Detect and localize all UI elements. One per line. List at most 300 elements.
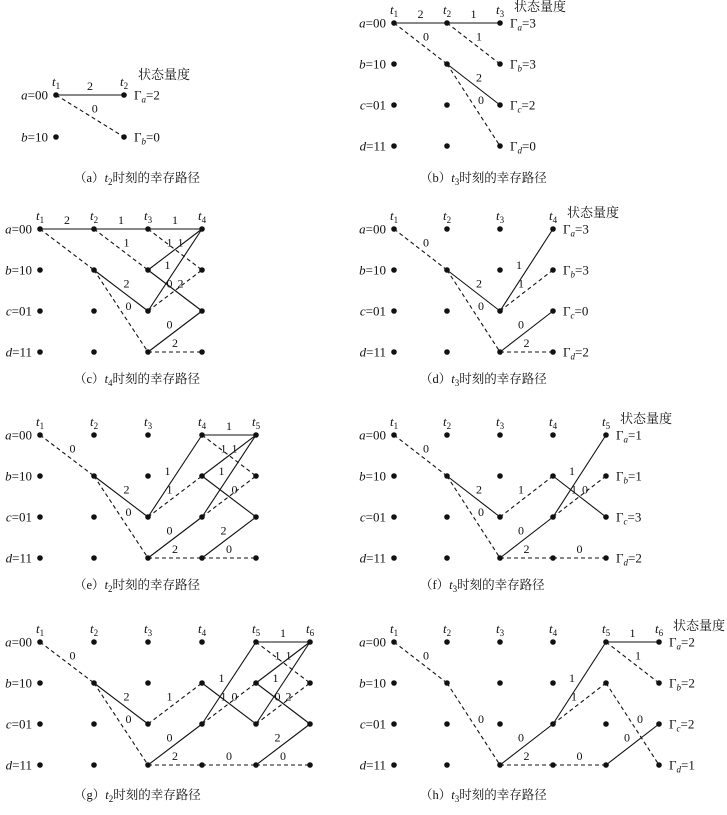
branch-weight: 2 bbox=[523, 336, 530, 350]
trellis-node bbox=[199, 308, 205, 314]
branch-weight: 2 bbox=[123, 689, 130, 704]
trellis-node bbox=[37, 308, 43, 314]
trellis-node bbox=[307, 639, 313, 645]
branch-dashed bbox=[94, 476, 148, 558]
branch-solid bbox=[606, 724, 659, 765]
trellis-node bbox=[497, 308, 503, 314]
branch-solid bbox=[447, 64, 500, 108]
trellis-node bbox=[145, 639, 151, 645]
trellis-node bbox=[497, 762, 503, 768]
state-label-b: b=10 bbox=[5, 262, 32, 278]
state-label-a: a=00 bbox=[359, 634, 386, 650]
time-label-t3: $t_3$ bbox=[144, 208, 153, 225]
branch-weight: 1 bbox=[226, 419, 232, 433]
trellis-node bbox=[444, 226, 450, 232]
branch-weight: 0 bbox=[280, 749, 286, 763]
state-label-b: b=10 bbox=[5, 675, 32, 691]
branch-solid bbox=[94, 683, 148, 727]
trellis-node bbox=[37, 432, 43, 438]
time-label-t1: $t_1$ bbox=[390, 2, 399, 19]
branch-weight: 0 bbox=[226, 749, 232, 763]
state-label-a: a=00 bbox=[359, 427, 386, 443]
path-metric-b: $\Gamma_b=3$ bbox=[563, 262, 589, 280]
branch-weight: 0 bbox=[274, 689, 281, 704]
trellis-node bbox=[444, 762, 450, 768]
trellis-node bbox=[391, 721, 397, 727]
trellis-node bbox=[444, 308, 450, 314]
branch-dashed bbox=[56, 95, 124, 137]
trellis-node bbox=[145, 514, 151, 520]
trellis-node bbox=[37, 762, 43, 768]
time-label-t4: $t_4$ bbox=[198, 414, 207, 431]
state-label-d: d=11 bbox=[5, 344, 32, 360]
branch-weight: 0 bbox=[91, 101, 98, 116]
trellis-node bbox=[91, 721, 97, 727]
state-label-b: b=10 bbox=[359, 262, 386, 278]
branch-weight: 1 bbox=[231, 441, 238, 456]
branch-weight: 1 bbox=[570, 482, 577, 497]
panel-g bbox=[5, 621, 314, 804]
branch-solid bbox=[447, 270, 500, 314]
trellis-node bbox=[391, 349, 397, 355]
time-label-t5: $t_5$ bbox=[252, 621, 261, 638]
branch-weight: 1 bbox=[629, 626, 636, 640]
time-label-t2: $t_2$ bbox=[120, 74, 129, 91]
trellis-node bbox=[391, 226, 397, 232]
branch-solid bbox=[94, 270, 148, 314]
panel-caption: $(d)t_3$时刻的幸存路径 bbox=[420, 372, 547, 388]
path-metric-b: $\Gamma_b=0$ bbox=[134, 129, 160, 147]
trellis-node bbox=[444, 143, 450, 149]
trellis-node bbox=[37, 267, 43, 273]
trellis-node bbox=[391, 143, 397, 149]
trellis-node bbox=[444, 432, 450, 438]
path-metric-d: $\Gamma_d=1$ bbox=[669, 757, 695, 775]
branch-weight: 0 bbox=[423, 235, 430, 250]
trellis-node bbox=[91, 762, 97, 768]
state-label-c: c=01 bbox=[5, 509, 32, 525]
state-label-b: b=10 bbox=[359, 468, 386, 484]
trellis-node bbox=[53, 134, 59, 140]
panel-caption: $(b)t_3$时刻的幸存路径 bbox=[420, 171, 547, 187]
trellis-node bbox=[550, 349, 556, 355]
trellis-node bbox=[603, 432, 609, 438]
trellis-node bbox=[199, 349, 205, 355]
trellis-node bbox=[391, 639, 397, 645]
branch-weight: 1 bbox=[123, 235, 130, 250]
trellis-node bbox=[603, 762, 609, 768]
branch-weight: 0 bbox=[423, 648, 430, 663]
branch-dashed bbox=[40, 435, 94, 476]
branch-dashed bbox=[500, 270, 553, 311]
branch-weight: 0 bbox=[166, 276, 173, 291]
branch-weight: 1 bbox=[517, 482, 524, 497]
trellis-node bbox=[91, 349, 97, 355]
trellis-node bbox=[307, 721, 313, 727]
path-metric-a: $\Gamma_a=2$ bbox=[669, 634, 695, 652]
branch-solid bbox=[500, 229, 553, 311]
state-metric-header: 状态量度 bbox=[620, 411, 673, 426]
trellis-node bbox=[91, 680, 97, 686]
time-label-t1: $t_1$ bbox=[390, 621, 399, 638]
panel-caption: $(g)t_2$时刻的幸存路径 bbox=[74, 788, 201, 804]
panel-caption: $(a)t_2$时刻的幸存路径 bbox=[74, 171, 201, 187]
time-label-t1: $t_1$ bbox=[52, 74, 61, 91]
state-metric-header: 状态量度 bbox=[567, 205, 620, 220]
branch-weight: 0 bbox=[226, 542, 232, 556]
branch-weight: 1 bbox=[166, 235, 173, 250]
branch-weight: 0 bbox=[478, 712, 485, 727]
trellis-node bbox=[199, 680, 205, 686]
trellis-node bbox=[550, 267, 556, 273]
state-label-c: c=01 bbox=[5, 716, 32, 732]
branch-weight: 1 bbox=[118, 213, 124, 227]
state-label-b: b=10 bbox=[359, 675, 386, 691]
branch-weight: 0 bbox=[478, 505, 485, 520]
branch-weight: 1 bbox=[220, 689, 227, 704]
branch-weight: 1 bbox=[515, 258, 522, 273]
branch-weight: 2 bbox=[476, 70, 483, 85]
panel-e bbox=[5, 414, 260, 594]
branch-weight: 0 bbox=[423, 441, 430, 456]
trellis-node bbox=[145, 349, 151, 355]
branch-weight: 2 bbox=[87, 79, 93, 93]
time-label-t4: $t_4$ bbox=[549, 208, 558, 225]
branch-weight: 1 bbox=[164, 258, 171, 273]
trellis-node bbox=[37, 639, 43, 645]
state-label-c: c=01 bbox=[359, 509, 386, 525]
time-label-t1: $t_1$ bbox=[36, 621, 45, 638]
branch-dashed bbox=[148, 476, 202, 517]
time-label-t3: $t_3$ bbox=[496, 208, 505, 225]
branch-dashed bbox=[40, 642, 94, 683]
trellis-node bbox=[444, 102, 450, 108]
branch-weight: 1 bbox=[177, 235, 184, 250]
trellis-node bbox=[199, 432, 205, 438]
branch-weight: 0 bbox=[231, 482, 238, 497]
time-label-t4: $t_4$ bbox=[549, 621, 558, 638]
branch-weight: 2 bbox=[172, 542, 178, 556]
branch-weight: 1 bbox=[272, 671, 279, 686]
trellis-node bbox=[91, 555, 97, 561]
trellis-node bbox=[145, 308, 151, 314]
state-label-d: d=11 bbox=[359, 138, 386, 154]
branch-weight: 0 bbox=[637, 712, 644, 727]
trellis-node bbox=[91, 432, 97, 438]
branch-solid bbox=[256, 642, 310, 724]
panel-caption: $(c)t_4$时刻的幸存路径 bbox=[74, 372, 201, 388]
trellis-node bbox=[145, 555, 151, 561]
trellis-node bbox=[121, 134, 127, 140]
branch-weight: 1 bbox=[220, 441, 227, 456]
trellis-node bbox=[37, 226, 43, 232]
trellis-node bbox=[550, 514, 556, 520]
branch-weight: 1 bbox=[635, 648, 642, 663]
branch-weight: 1 bbox=[218, 671, 225, 686]
trellis-node bbox=[145, 432, 151, 438]
branch-solid bbox=[202, 435, 256, 517]
branch-dashed bbox=[447, 476, 500, 558]
branch-weight: 2 bbox=[476, 276, 483, 291]
branch-dashed bbox=[606, 683, 659, 765]
state-label-a: a=00 bbox=[5, 634, 32, 650]
trellis-node bbox=[145, 762, 151, 768]
path-metric-a: $\Gamma_a=3$ bbox=[563, 221, 589, 239]
state-label-a: a=00 bbox=[5, 221, 32, 237]
trellis-node bbox=[391, 102, 397, 108]
branch-dashed bbox=[606, 642, 659, 683]
branch-weight: 2 bbox=[285, 689, 292, 704]
time-label-t5: $t_5$ bbox=[602, 621, 611, 638]
time-label-t3: $t_3$ bbox=[496, 621, 505, 638]
branch-weight: 0 bbox=[517, 730, 524, 745]
trellis-node bbox=[391, 432, 397, 438]
trellis-node bbox=[656, 680, 662, 686]
time-label-t2: $t_2$ bbox=[443, 621, 452, 638]
trellis-node bbox=[656, 639, 662, 645]
trellis-node bbox=[91, 267, 97, 273]
trellis-node bbox=[37, 680, 43, 686]
branch-weight: 0 bbox=[423, 29, 430, 44]
trellis-node bbox=[37, 514, 43, 520]
branch-weight: 2 bbox=[172, 336, 178, 350]
branch-dashed bbox=[94, 270, 148, 352]
path-metric-c: $\Gamma_c=3$ bbox=[616, 509, 642, 527]
trellis-node bbox=[145, 680, 151, 686]
trellis-node bbox=[391, 680, 397, 686]
branch-dashed bbox=[394, 229, 447, 270]
branch-weight: 2 bbox=[476, 482, 483, 497]
time-label-t3: $t_3$ bbox=[496, 2, 505, 19]
time-label-t2: $t_2$ bbox=[443, 2, 452, 19]
branch-weight: 1 bbox=[166, 689, 173, 704]
panel-c bbox=[5, 208, 206, 388]
trellis-node bbox=[497, 267, 503, 273]
state-metric-header: 状态量度 bbox=[673, 618, 726, 633]
path-metric-a: $\Gamma_a=2$ bbox=[134, 87, 160, 105]
trellis-node bbox=[91, 473, 97, 479]
branch-weight: 1 bbox=[274, 648, 281, 663]
time-label-t4: $t_4$ bbox=[198, 621, 207, 638]
trellis-node bbox=[91, 226, 97, 232]
trellis-node bbox=[603, 680, 609, 686]
trellis-node bbox=[253, 555, 259, 561]
state-label-a: a=00 bbox=[5, 427, 32, 443]
trellis-node bbox=[199, 473, 205, 479]
trellis-node bbox=[550, 639, 556, 645]
branch-solid bbox=[202, 642, 256, 724]
panel-caption: $(f)t_3$时刻的幸存路径 bbox=[420, 578, 545, 594]
branch-weight: 2 bbox=[123, 482, 130, 497]
branch-weight: 0 bbox=[517, 317, 524, 332]
trellis-node bbox=[199, 721, 205, 727]
branch-dashed bbox=[394, 435, 447, 476]
trellis-node bbox=[391, 308, 397, 314]
branch-weight: 1 bbox=[476, 29, 483, 44]
branch-solid bbox=[447, 476, 500, 520]
trellis-node bbox=[391, 267, 397, 273]
time-label-t5: $t_5$ bbox=[252, 414, 261, 431]
branch-weight: 2 bbox=[177, 276, 184, 291]
branch-weight: 0 bbox=[125, 299, 132, 314]
trellis-node bbox=[53, 92, 59, 98]
branch-solid bbox=[148, 229, 202, 311]
time-label-t2: $t_2$ bbox=[90, 621, 99, 638]
trellis-node bbox=[497, 639, 503, 645]
branch-weight: 1 bbox=[470, 7, 477, 21]
branch-weight: 0 bbox=[125, 505, 132, 520]
trellis-node bbox=[603, 514, 609, 520]
state-label-a: a=00 bbox=[359, 15, 386, 31]
trellis-node bbox=[145, 721, 151, 727]
trellis-node bbox=[444, 349, 450, 355]
branch-weight: 2 bbox=[220, 523, 227, 538]
state-metric-header: 状态量度 bbox=[138, 67, 191, 82]
branch-weight: 1 bbox=[517, 276, 524, 291]
trellis-node bbox=[307, 680, 313, 686]
time-label-t6: $t_6$ bbox=[655, 621, 664, 638]
branch-weight: 0 bbox=[166, 317, 173, 332]
trellis-node bbox=[253, 432, 259, 438]
trellis-node bbox=[550, 473, 556, 479]
trellis-node bbox=[497, 432, 503, 438]
branch-dashed bbox=[553, 683, 606, 724]
path-metric-c: $\Gamma_c=0$ bbox=[563, 303, 589, 321]
trellis-node bbox=[91, 639, 97, 645]
trellis-node bbox=[199, 639, 205, 645]
trellis-node bbox=[444, 61, 450, 67]
branch-solid bbox=[148, 435, 202, 517]
branch-weight: 0 bbox=[576, 542, 583, 556]
branch-weight: 2 bbox=[274, 730, 281, 745]
trellis-node bbox=[550, 226, 556, 232]
state-metric-header: 状态量度 bbox=[514, 0, 567, 14]
trellis-node bbox=[253, 721, 259, 727]
trellis-node bbox=[391, 514, 397, 520]
time-label-t4: $t_4$ bbox=[198, 208, 207, 225]
branch-dashed bbox=[447, 64, 500, 146]
branch-weight: 1 bbox=[570, 689, 577, 704]
trellis-node bbox=[145, 473, 151, 479]
state-label-d: d=11 bbox=[5, 757, 32, 773]
path-metric-c: $\Gamma_c=2$ bbox=[669, 716, 695, 734]
trellis-node bbox=[497, 226, 503, 232]
trellis-node bbox=[497, 680, 503, 686]
time-label-t4: $t_4$ bbox=[549, 414, 558, 431]
time-label-t2: $t_2$ bbox=[443, 208, 452, 225]
trellis-node bbox=[603, 721, 609, 727]
trellis-node bbox=[497, 349, 503, 355]
trellis-node bbox=[91, 308, 97, 314]
trellis-node bbox=[37, 349, 43, 355]
branch-weight: 0 bbox=[582, 482, 589, 497]
trellis-node bbox=[391, 61, 397, 67]
time-label-t1: $t_1$ bbox=[390, 208, 399, 225]
trellis-node bbox=[444, 721, 450, 727]
trellis-node bbox=[253, 639, 259, 645]
trellis-node bbox=[253, 680, 259, 686]
path-metric-a: $\Gamma_a=1$ bbox=[616, 427, 642, 445]
trellis-node bbox=[121, 92, 127, 98]
path-metric-b: $\Gamma_b=3$ bbox=[510, 56, 536, 74]
branch-weight: 1 bbox=[280, 626, 286, 640]
branch-weight: 1 bbox=[218, 464, 225, 479]
trellis-node bbox=[391, 555, 397, 561]
trellis-node bbox=[603, 473, 609, 479]
branch-weight: 0 bbox=[166, 523, 173, 538]
state-label-b: b=10 bbox=[5, 468, 32, 484]
state-label-d: d=11 bbox=[359, 757, 386, 773]
time-label-t2: $t_2$ bbox=[90, 414, 99, 431]
trellis-node bbox=[145, 267, 151, 273]
trellis-node bbox=[656, 721, 662, 727]
branch-dashed bbox=[447, 270, 500, 352]
branch-dashed bbox=[40, 229, 94, 270]
time-label-t3: $t_3$ bbox=[144, 414, 153, 431]
branch-solid bbox=[553, 642, 606, 724]
time-label-t6: $t_6$ bbox=[306, 621, 315, 638]
trellis-node bbox=[199, 267, 205, 273]
branch-dashed bbox=[447, 683, 500, 765]
branch-weight: 0 bbox=[69, 648, 76, 663]
branch-weight: 1 bbox=[568, 464, 575, 479]
branch-weight: 1 bbox=[285, 648, 292, 663]
branch-dashed bbox=[500, 476, 553, 517]
trellis-node bbox=[444, 680, 450, 686]
trellis-node bbox=[391, 762, 397, 768]
trellis-node bbox=[497, 473, 503, 479]
trellis-node bbox=[444, 514, 450, 520]
branch-dashed bbox=[394, 23, 447, 64]
state-label-d: d=11 bbox=[359, 344, 386, 360]
time-label-t1: $t_1$ bbox=[36, 208, 45, 225]
trellis-node bbox=[603, 555, 609, 561]
path-metric-c: $\Gamma_c=2$ bbox=[510, 97, 536, 115]
state-label-a: a=00 bbox=[359, 221, 386, 237]
panel-d bbox=[359, 205, 619, 388]
branch-weight: 2 bbox=[123, 276, 130, 291]
state-label-c: c=01 bbox=[359, 716, 386, 732]
branch-weight: 0 bbox=[517, 523, 524, 538]
state-label-b: b=10 bbox=[359, 56, 386, 72]
branch-weight: 0 bbox=[478, 93, 485, 108]
trellis-node bbox=[307, 762, 313, 768]
trellis-node bbox=[199, 226, 205, 232]
trellis-node bbox=[391, 473, 397, 479]
trellis-node bbox=[656, 762, 662, 768]
branch-solid bbox=[553, 435, 606, 517]
branch-dashed bbox=[447, 23, 500, 64]
state-label-a: a=00 bbox=[21, 87, 48, 103]
trellis-node bbox=[550, 555, 556, 561]
state-label-c: c=01 bbox=[359, 97, 386, 113]
panel-h bbox=[359, 618, 725, 804]
state-label-b: b=10 bbox=[21, 129, 48, 145]
branch-weight: 0 bbox=[125, 712, 132, 727]
trellis-node bbox=[497, 721, 503, 727]
trellis-node bbox=[550, 721, 556, 727]
trellis-node bbox=[199, 762, 205, 768]
path-metric-d: $\Gamma_d=0$ bbox=[510, 138, 536, 156]
trellis-node bbox=[444, 473, 450, 479]
trellis-node bbox=[550, 432, 556, 438]
branch-dashed bbox=[94, 683, 148, 765]
trellis-node bbox=[444, 639, 450, 645]
trellis-node bbox=[253, 473, 259, 479]
time-label-t1: $t_1$ bbox=[36, 414, 45, 431]
branch-dashed bbox=[148, 683, 202, 724]
trellis-node bbox=[253, 762, 259, 768]
